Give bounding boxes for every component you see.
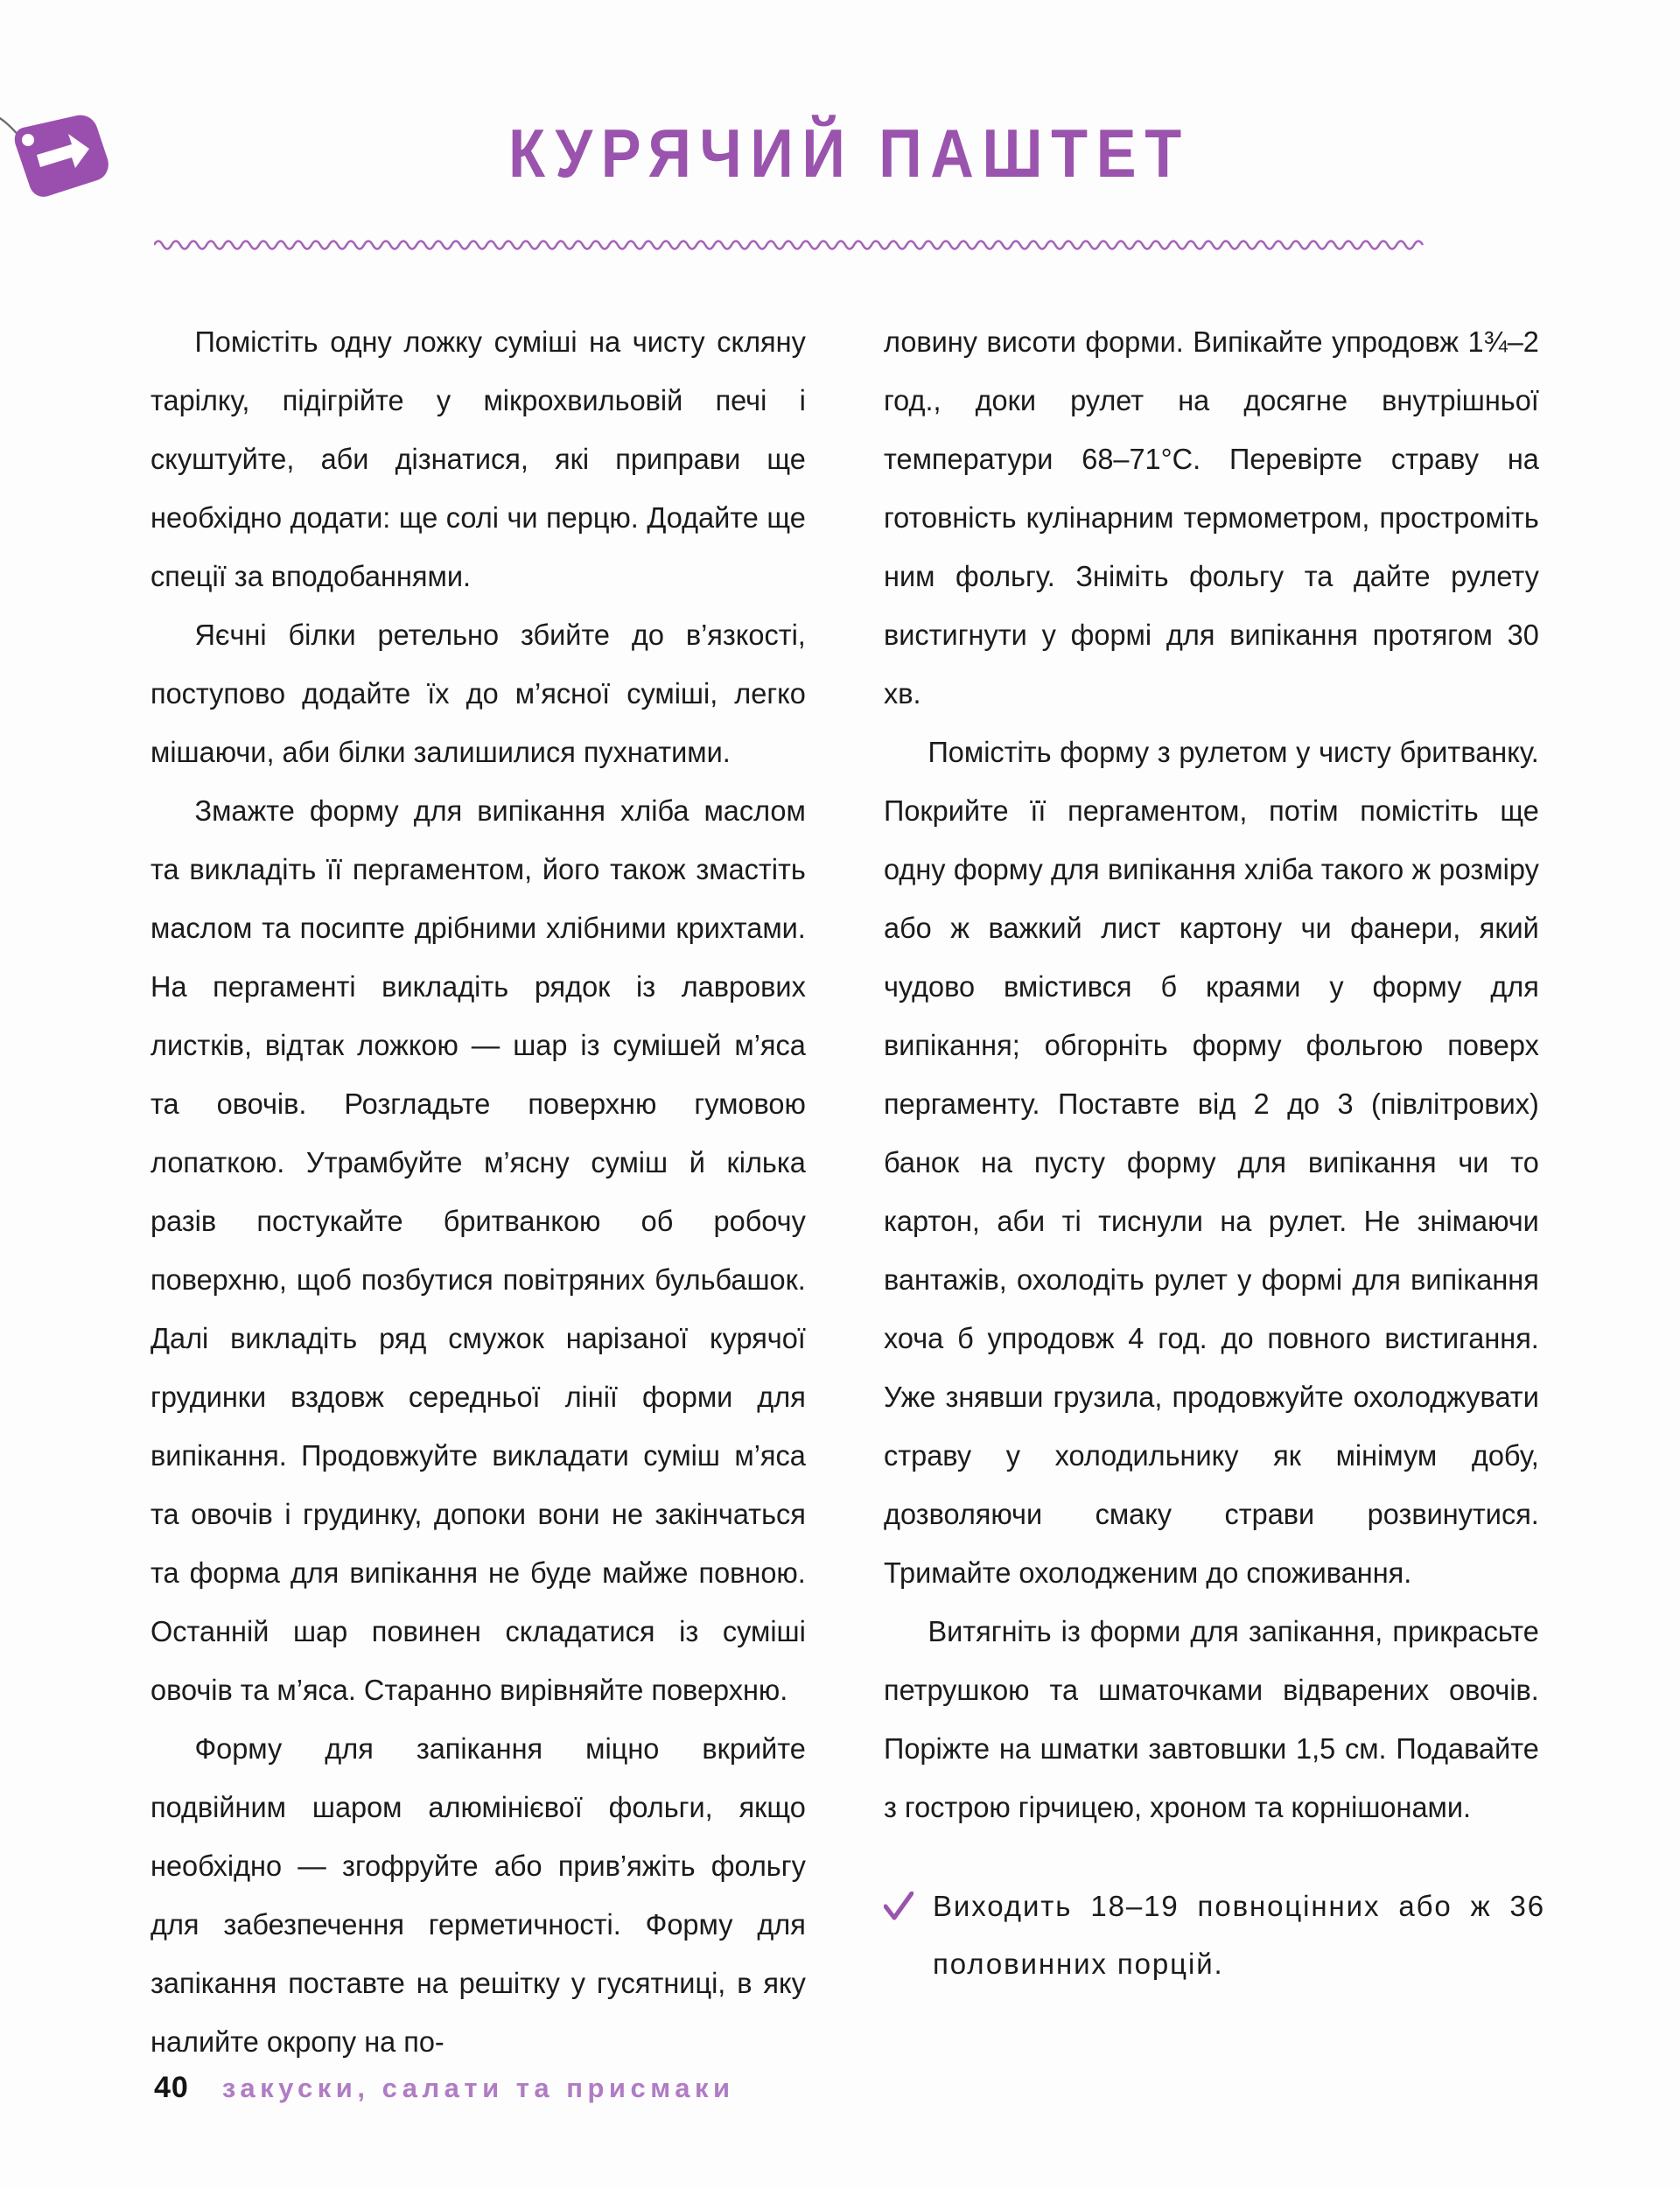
paragraph: Форму для запікання міцно вкрийте подвійним шаром алюмінієвої фольги, якщо необхідно — згофруйте або прив’яжіть фольгу для забезпечення герметичності. Форму для запікання поставте на решітку у гусятниці, в яку налийте окропу на по- [150,1733,806,2059]
page-number: 40 [154,2071,189,2104]
paragraph: Помістіть форму з рулетом у чисту бритванку. Покрийте її пергаментом, потім помістіть ще одну форму для випікання хліба такого ж розміру або ж важкий лист картону чи фанери, який чудово вмістився б краями у форму для випікання; обгорніть форму фольгою поверх пергаменту. Поставте від 2 до 3 (півлітрових) банок на пусту форму для випікання чи то картон, аби ті тиснули на рулет. Не знімаючи вантажів, охолодіть рулет у формі для випікання хоча б упродовж 4 год. до повного вистигання. Уже знявши грузила, продовжуйте охолоджувати страву у холодильнику як мінімум добу, дозволяючи смаку страви розвинутися. Тримайте охолодженим до споживання. [884,737,1539,1590]
wavy-divider [154,234,1554,255]
paragraph: ловину висоти форми. Випікайте упродовж 1¾–2 год., доки рулет на досягне внутрішньої температури 68–71°C. Перевірте страву на готовність кулінарним термометром, простроміть ним фольгу. Зніміть фольгу та дайте рулету вистигнути у формі для випікання протягом 30 хв. [884,326,1539,710]
paragraph: Помістіть одну ложку суміші на чисту скляну тарілку, підігрійте у мікрохвильовій печі і скуштуйте, аби дізнатися, які приправи ще необхідно додати: ще солі чи перцю. Додайте ще спеції за вподобаннями. [150,326,806,593]
page-footer [154,2071,735,2105]
section-name: закуски, салати та присмаки [221,2073,735,2103]
yield-note [884,1878,1559,1993]
page-title: КУРЯЧИЙ ПАШТЕТ [508,115,1190,192]
left-column [150,313,826,2072]
yield-note-text: Виходить 18–19 повноцінних або ж 36 половинних порцій. [933,1890,1545,1980]
paragraph: Яєчні білки ретельно збийте до в’язкості, поступово додайте їх до м’ясної суміші, легко мішаючи, аби білки залишилися пухнатими. [150,619,806,769]
paragraph: Витягніть із форми для запікання, прикрасьте петрушкою та шматочками відварених овочів. Поріжте на шматки завтовшки 1,5 см. Подавайте з гострою гірчицею, хроном та корнішонами. [884,1616,1539,1824]
title-container [149,105,1549,201]
content-columns [150,313,1559,2072]
right-column [884,313,1559,2072]
paragraph: Змажте форму для випікання хліба маслом та викладіть її пергаментом, його також змастіть маслом та посипте дрібними хлібними крихтами. На пергаменті викладіть рядок із лаврових листків, відтак ложкою — шар із сумішей м’яса та овочів. Розгладьте поверхню гумовою лопаткою. Утрамбуйте м’ясну суміш й кілька разів постукайте бритванкою об робочу поверхню, щоб позбутися повітряних бульбашок. Далі викладіть ряд смужок нарізаної курячої грудинки вздовж середньої лінії форми для випікання. Продовжуйте викладати суміш м’яса та овочів і грудинку, допоки вони не закінчаться та форма для випікання не буде майже повною. Останній шар повинен складатися із суміші овочів та м’яса. Старанно вирівняйте поверхню. [150,795,806,1707]
checkmark-icon [884,1892,914,1927]
tag-arrow-icon [0,105,124,201]
